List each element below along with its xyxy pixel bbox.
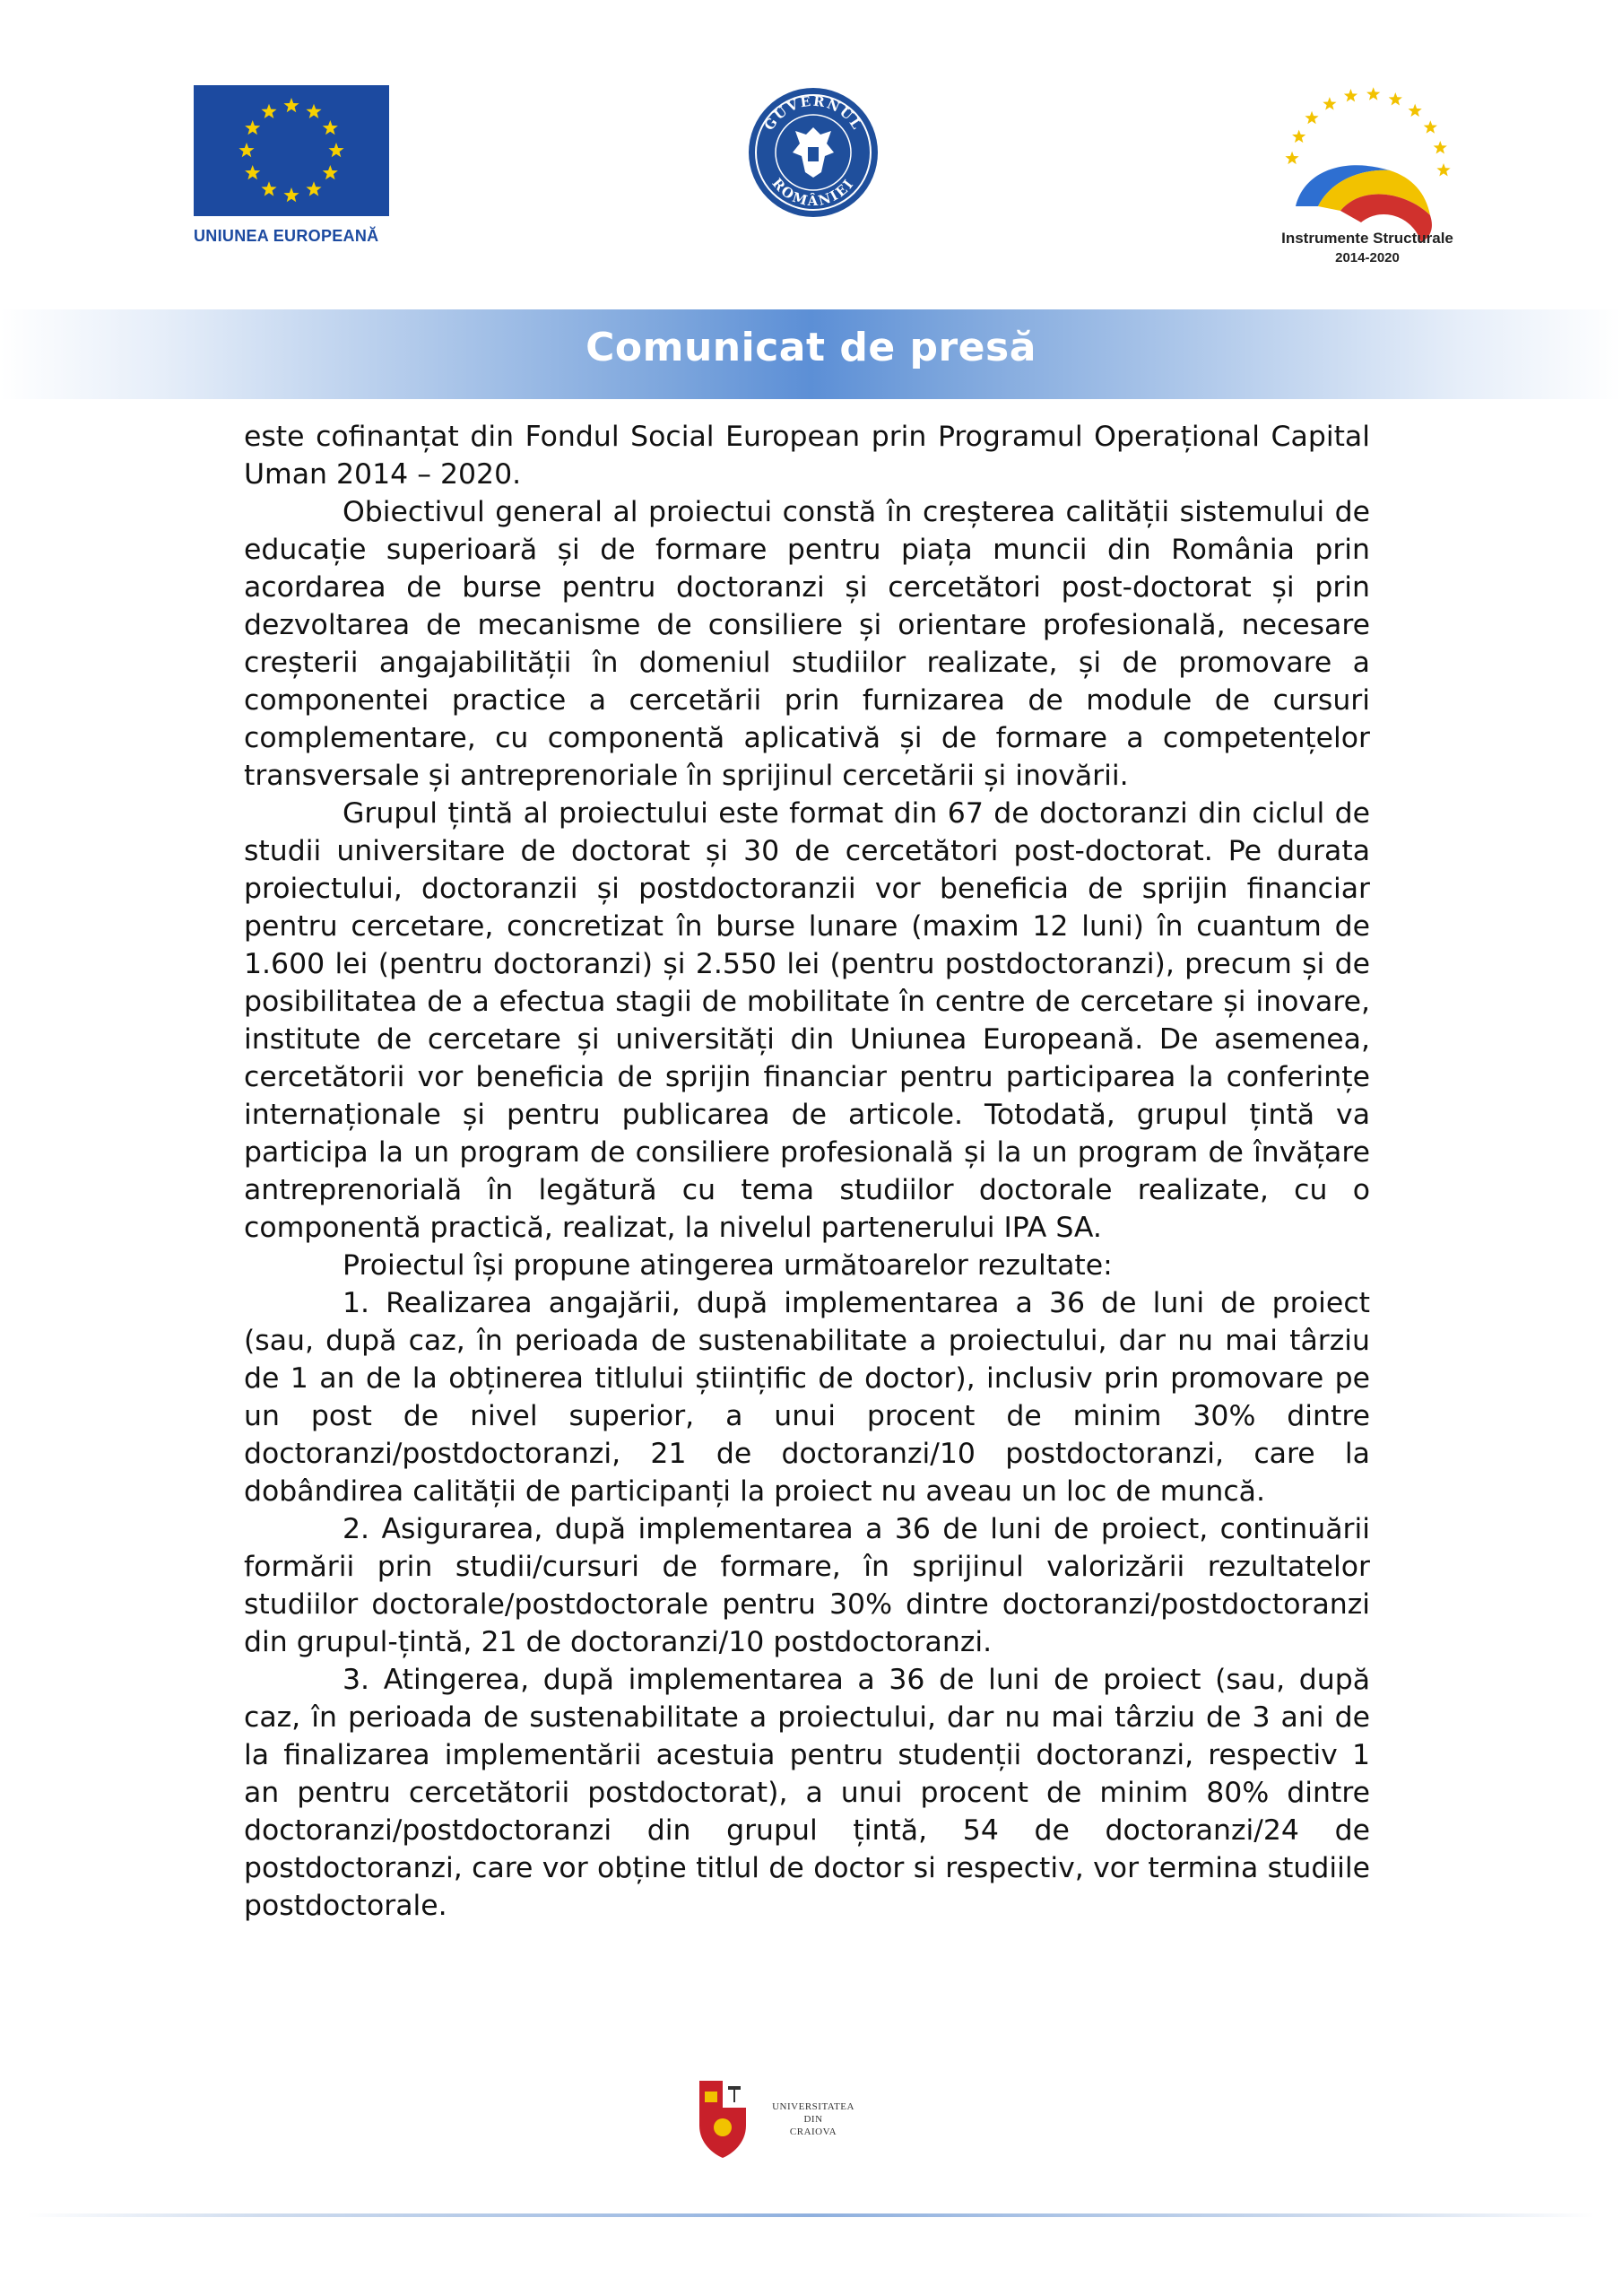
is-star-icon — [1434, 141, 1447, 153]
is-star-icon — [1344, 89, 1357, 101]
university-caption-line3: CRAIOVA — [789, 2126, 837, 2137]
body-paragraph-results-intro: Proiectul își propune atingerea următoarelor rezultate: — [343, 1249, 1113, 1282]
romanian-government-seal-icon — [746, 83, 880, 226]
body-paragraph-result-1: 1. Realizarea angajării, după implementarea a 36 de luni de proiect (sau, după caz, în perioada de sustenabilitate a proiectului, dar nu mai târziu de 1 an de la obținerea titlului științific de doctor), inclusiv prin promovare pe un post de nivel superior, a unui procent de minim 30% dintre doctoranzi/postdoctoranzi, 21 de doctoranzi/10 postdoctoranzi, care la dobândirea calității de participanți la proiect nu aveau un loc de muncă. — [244, 1287, 1370, 1508]
body-paragraph-result-2: 2. Asigurarea, după implementarea a 36 de luni de proiect, continuării formării prin studii/cursuri de formare, în sprijinul valorizării rezultatelor studiilor doctorale/postdoctorale pentru 30% dintre doctoranzi/postdoctoranzi din grupul-țintă, 21 de doctoranzi/10 postdoctoranzi. — [244, 1513, 1370, 1658]
gov-seal-bottom-text: ROMÂNIEI — [768, 175, 858, 210]
is-star-icon — [1409, 104, 1422, 117]
body-paragraph-objective: Obiectivul general al proiectui constă în creșterea calității sistemului de educație superioară și de formare pentru piața muncii din România prin acordarea de burse pentru doctoranzi și cercetători post-doctorat și prin dezvoltarea de mecanisme de consiliere și orientare profesională, necesare creșterii angajabilității în domeniul studiilor realizate, și de promovare a componentei practice a cercetării prin furnizarea de module de cursuri complementare, cu componentă aplicativă și de formare a competențelor transversale și antreprenoriale în sprijinul cercetării și inovării. — [244, 496, 1370, 792]
is-star-icon — [1323, 97, 1336, 109]
is-star-icon — [1285, 152, 1298, 164]
body-paragraph-target-group: Grupul țintă al proiectului este format din 67 de doctoranzi din ciclul de studii universitare de doctorat și 30 de cercetători post-doctorat. Pe durata proiectului, doctoranzii și postdoctoranzii vor beneficia de sprijin financiar pentru cercetare, concretizat în burse lunare (maxim 12 luni) în cuantum de 1.600 lei (pentru doctoranzi) și 2.550 lei (pentru postdoctoranzi), precum și de posibilitatea de a efectua stagii de mobilitate în centre de cercetare și inovare, institute de cercetare și universități din Uniunea Europeană. De asemenea, cercetătorii vor beneficia de sprijin financiar pentru participarea la conferințe internaționale și pentru publicarea de articole. Totodată, grupul țintă va participa la un program de consiliere profesională și la un program de învățare antreprenorială în legătură cu tema studiilor doctorale realizate, cu o componentă practică, realizat, la nivelul partenerului IPA SA. — [244, 797, 1370, 1244]
is-star-icon — [1305, 111, 1318, 124]
instrumente-structurale-caption — [1264, 229, 1470, 268]
university-caption — [755, 2100, 872, 2138]
is-star-icon — [1389, 92, 1402, 105]
gov-seal-top-text: GUVERNUL — [760, 92, 866, 134]
eu-logo-caption: UNIUNEA EUROPEANĂ — [194, 227, 379, 245]
is-star-icon — [1292, 130, 1305, 143]
is-star-icon — [1366, 87, 1380, 100]
press-release-body — [244, 418, 1370, 1925]
university-caption-line2: DIN — [803, 2114, 823, 2125]
eu-logo — [194, 85, 389, 246]
is-star-icon — [1436, 163, 1450, 176]
university-caption-line1: UNIVERSITATEA — [772, 2101, 854, 2112]
is-star-icon — [1424, 120, 1437, 133]
is-caption-line2: 2014-2020 — [1335, 250, 1400, 265]
banner-title: Comunicat de presă — [585, 325, 1037, 370]
university-of-craiova-crest-icon — [696, 2072, 750, 2161]
body-paragraph-result-3: 3. Atingerea, după implementarea a 36 de luni de proiect (sau, după caz, în perioada de sustenabilitate a proiectului, dar nu mai târziu de 3 ani de la finalizarea implementării acestuia pentru studenții doctoranzi, respectiv 1 an pentru cercetătorii postdoctorat), a unui procent de minim 80% dintre doctoranzi/postdoctoranzi din grupul țintă, 54 de doctoranzi/24 de postdoctoranzi, care vor obține titlul de doctor si respectiv, vor termina studiile postdoctorale. — [244, 1664, 1370, 1922]
footer-divider — [27, 2213, 1595, 2217]
is-caption-line1: Instrumente Structurale — [1281, 230, 1453, 247]
eu-flag-icon — [194, 85, 389, 216]
body-paragraph-1: este cofinanțat din Fondul Social European prin Programul Operațional Capital Uman 2014 – 2020. — [244, 421, 1370, 491]
